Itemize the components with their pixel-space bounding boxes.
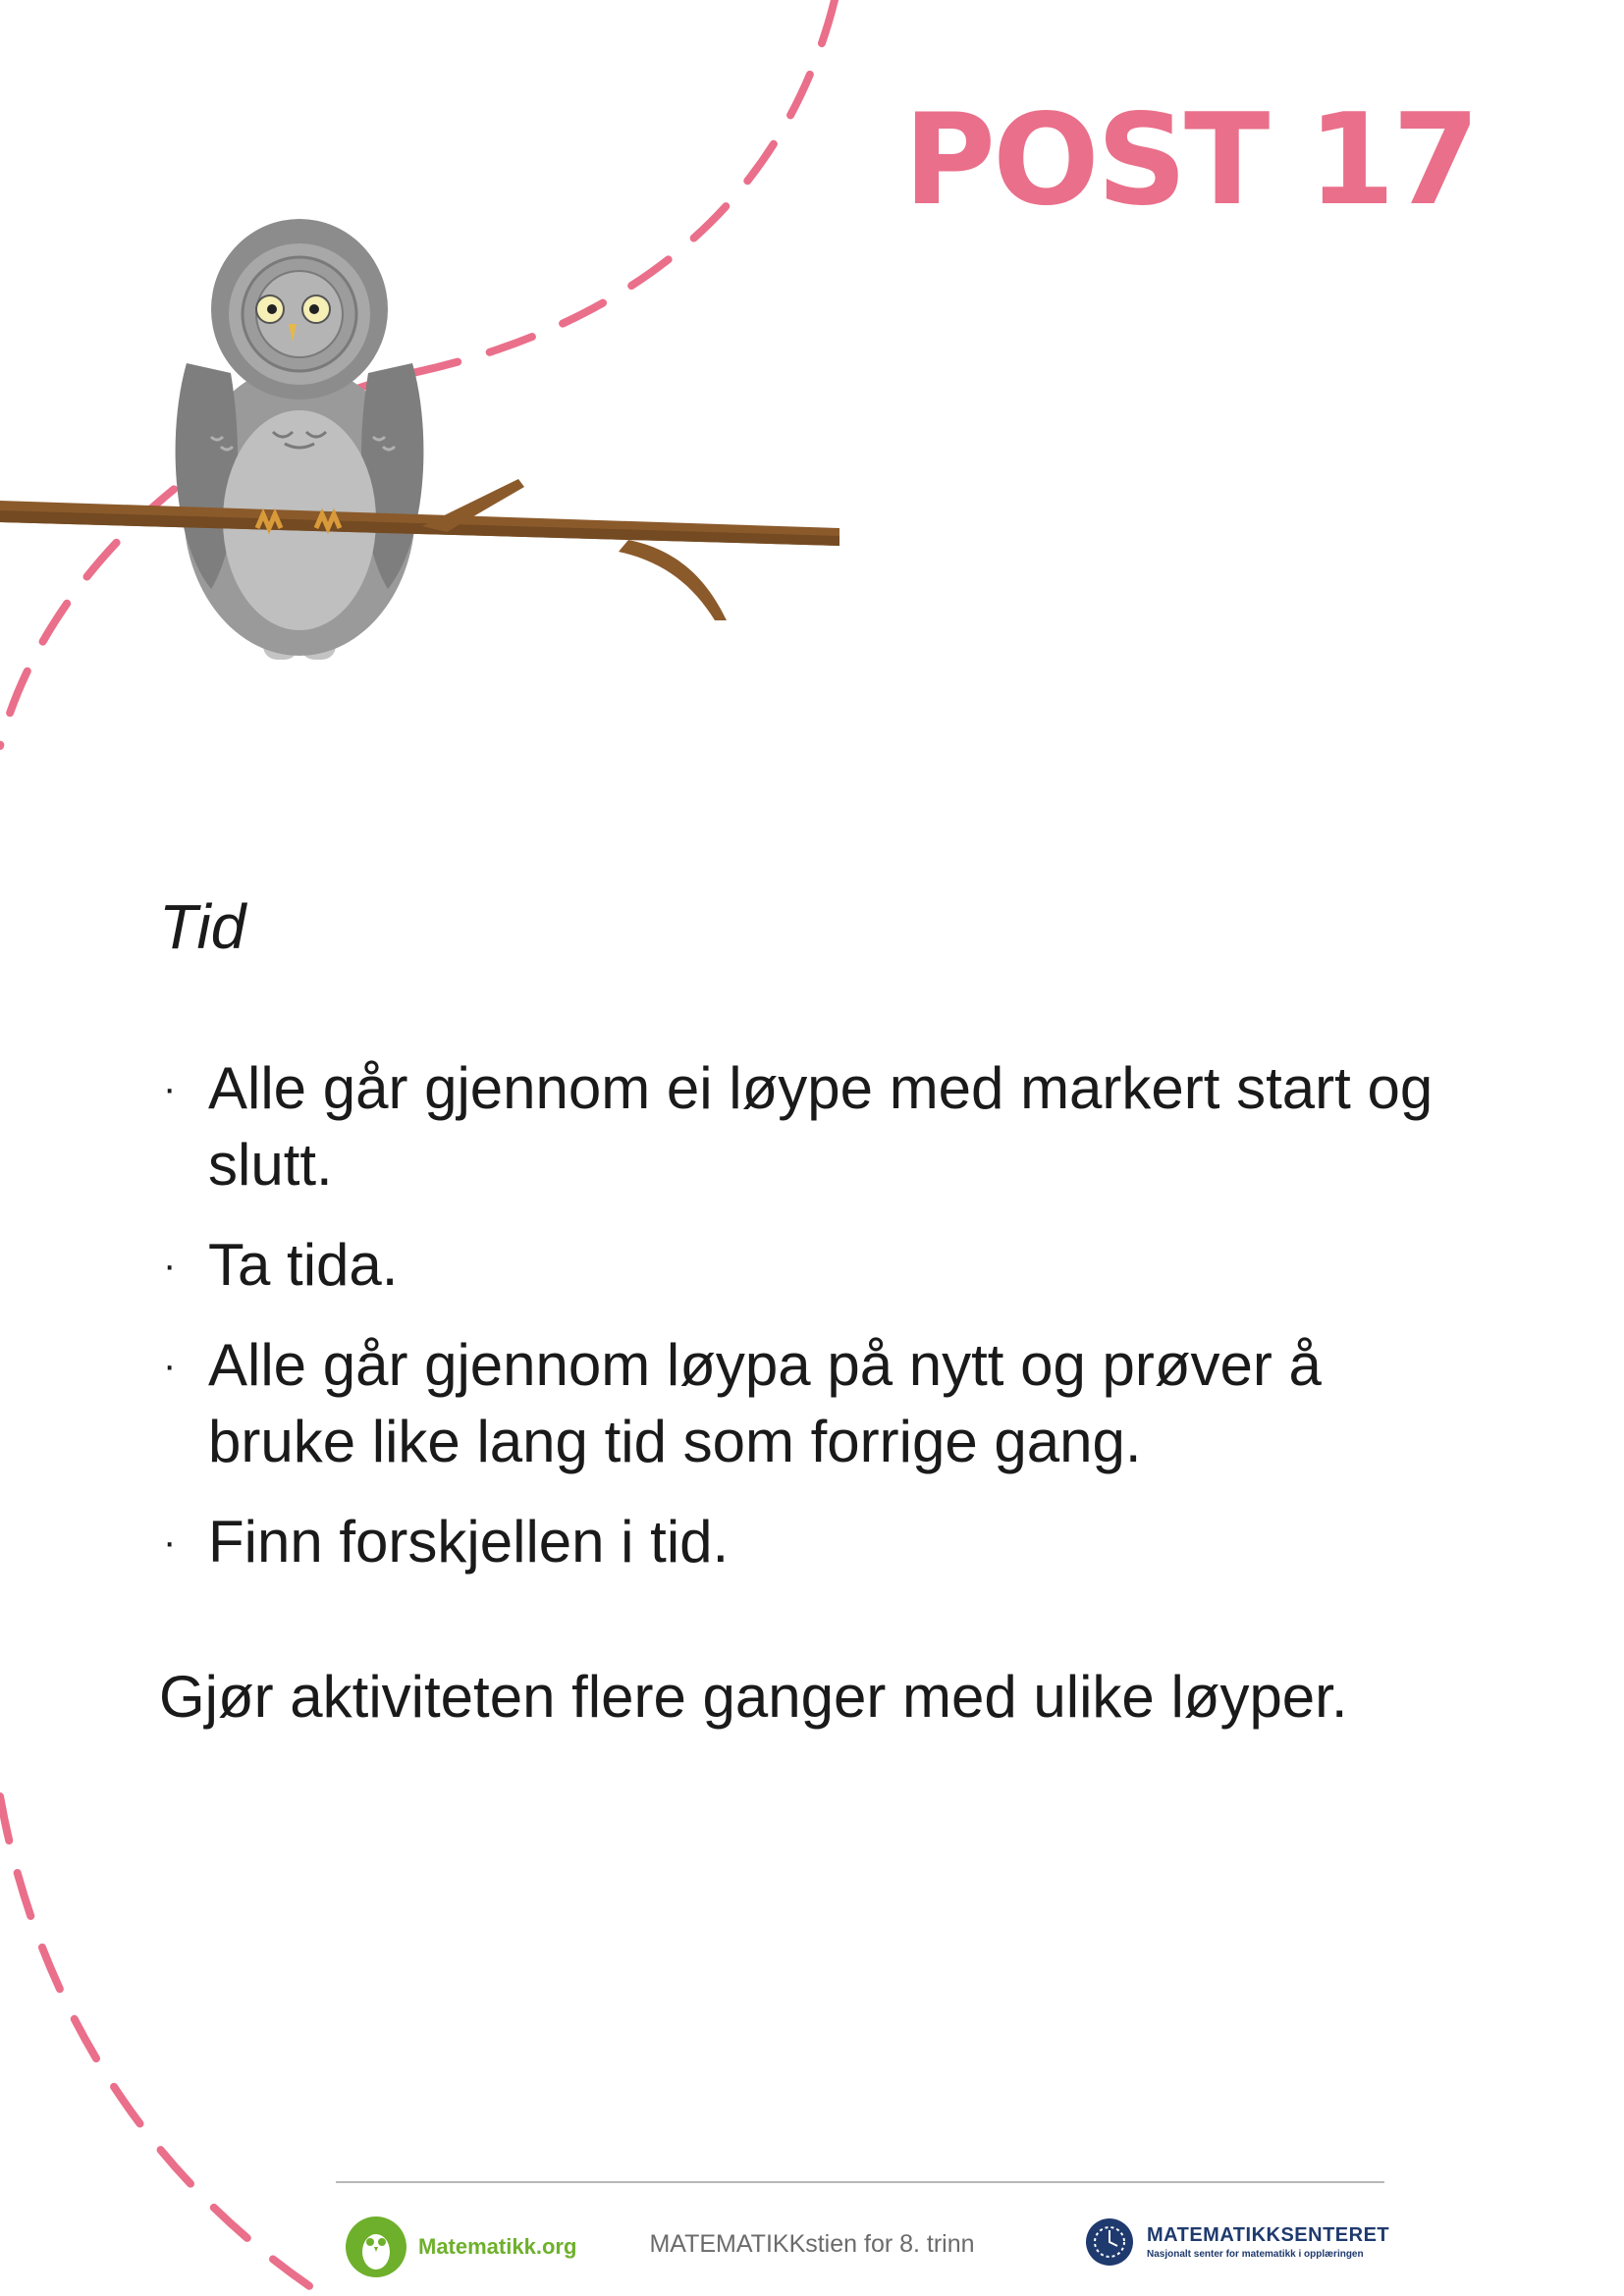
activity-title: Tid bbox=[159, 891, 246, 962]
closing-instruction: Gjør aktiviteten flere ganger med ulike løyper. bbox=[159, 1664, 1348, 1730]
matematikksenteret-name: MATEMATIKKSENTERET bbox=[1147, 2224, 1390, 2246]
list-item bbox=[159, 1050, 1475, 1203]
bullet-dot-icon: · bbox=[163, 1244, 177, 1287]
list-item bbox=[159, 1227, 1475, 1304]
matematikk-org-logo-text: Matematikk.org bbox=[418, 2234, 577, 2259]
bullet-dot-icon: · bbox=[163, 1521, 177, 1564]
post-number-title: POST 17 bbox=[903, 87, 1477, 234]
bullet-dot-icon: · bbox=[163, 1344, 177, 1387]
step-text: Alle går gjennom ei løype med markert start og slutt. bbox=[208, 1055, 1434, 1198]
matematikksenteret-logo bbox=[1084, 2216, 1389, 2268]
step-text: Finn forskjellen i tid. bbox=[208, 1509, 730, 1575]
owl-on-branch-illustration bbox=[0, 216, 864, 677]
step-text: Alle går gjennom løypa på nytt og prøver å bruke like lang tid som forrige gang. bbox=[208, 1332, 1322, 1474]
bullet-dot-icon: · bbox=[163, 1067, 177, 1110]
list-item bbox=[159, 1504, 1475, 1580]
matematikksenteret-tagline: Nasjonalt senter for matematikk i opplæringen bbox=[1147, 2249, 1364, 2260]
step-text: Ta tida. bbox=[208, 1232, 399, 1298]
footer-divider bbox=[336, 2181, 1384, 2183]
clock-globe-logo-icon bbox=[1084, 2216, 1135, 2268]
list-item bbox=[159, 1327, 1475, 1480]
activity-steps-list bbox=[159, 1050, 1475, 1604]
footer-series-label: MATEMATIKKstien for 8. trinn bbox=[649, 2230, 975, 2258]
